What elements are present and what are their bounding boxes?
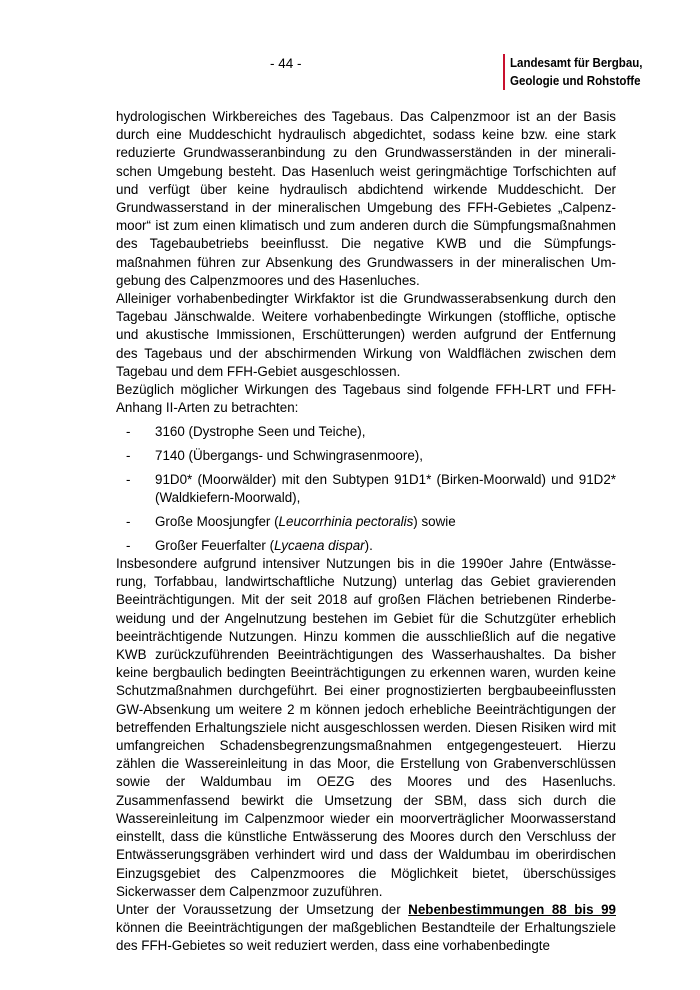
page-number: - 44 - <box>270 56 302 71</box>
species-suffix: ) sowie <box>413 514 456 530</box>
regulation-reference: Nebenbestimmungen 88 bis 99 <box>408 901 616 917</box>
latin-name: Leucorrhinia pectoralis <box>278 514 414 530</box>
species-name: Großer Feuerfalter ( <box>155 537 275 553</box>
agency-header <box>503 54 657 90</box>
paragraph-impact-factor: Alleiniger vorhabenbedingter Wirkfaktor ist die Grundwasserabsenkung durch den Tagebau Jänschwalde. Weitere vorhabenbedingte Wirkungen (stoffliche, optische und akustische Immissionen, Erschütterungen) werden aufgrund der Entfernung des Tagebaus und der abschirmenden Wirkung von Waldflächen zwischen dem Tagebau und dem FFH-Gebiet ausgeschlossen. <box>116 291 616 379</box>
species-suffix: ). <box>364 537 373 553</box>
agency-name-line-1: Landesamt für Bergbau, <box>510 55 643 70</box>
document-body <box>116 108 616 956</box>
list-item <box>116 513 616 531</box>
list-item: - 3160 (Dystrophe Seen und Teiche), <box>116 423 616 441</box>
latin-name: Lycaena dispar <box>274 537 365 553</box>
conclusion-text-start: Unter der Voraussetzung der Umsetzung der <box>116 901 409 917</box>
species-name: Große Moosjungfer ( <box>155 514 279 530</box>
list-item <box>116 537 616 555</box>
paragraph-hydrology: hydrologischen Wirkbereiches des Tagebaus. Das Calpenzmoor ist an der Basis durch eine Muddeschicht hydraulisch abgedichtet, sodass keine bzw. eine stark reduzierte Grundwasseranbindung zu den Grundwasserständen in der mineralischen Umgebung besteht. Das Hasenluch weist geringmächtige Torfschichten auf und verfügt über keine hydraulisch abdichtend wirkende Muddeschicht. Der Grundwasserstand in der mineralischen Umgebung des FFH-Gebietes „Calpenzmoor“ ist zum einen klimatisch und zum anderen durch die Sümpfungsmaßnahmen des Tagebaubetriebs beeinflusst. Die negative KWB und die Sümpfungsmaßnahmen führen zur Absenkung des Grundwassers in der mineralischen Umgebung des Calpenzmoores und des Hasenluches. <box>116 109 616 288</box>
list-item: - 91D0* (Moorwälder) mit den Subtypen 91D1* (Birken-Moorwald) und 91D2* (Waldkiefern-Moorwald), <box>116 471 616 507</box>
paragraph-impairments: Insbesondere aufgrund intensiver Nutzungen bis in die 1990er Jahre (Entwässerung, Torfabbau, landwirtschaftliche Nutzung) unterlag das Gebiet gravierenden Beeinträchtigungen. Mit der seit 2018 auf großen Flächen betriebenen Rinderbeweidung und der Angelnutzung bestehen im Gebiet für die Schutzgüter erheblich beeinträchtigende Nutzungen. Hinzu kommen die ausschließlich auf die negative KWB zurückzuführenden Beeinträchtigungen des Wasserhaushaltes. Da bisher keine bergbaulich bedingten Beeinträchtigungen zu erkennen waren, wurden keine Schutzmaßnahmen durchgeführt. Bei einer prognostizierten bergbaubeeinflussten GW-Absenkung um weitere 2 m können jedoch erhebliche Beeinträchtigungen der betreffenden Erhaltungsziele nicht ausgeschlossen werden. Diesen Risiken wird mit umfangreichen Schadensbegrenzungsmaßnahmen entgegengesteuert. Hierzu zählen die Wassereinleitung in das Moor, die Erstellung von Grabenverschlüssen sowie der Waldumbau im OEZG des Moores und des Hasenluchs. Zusammenfassend bewirkt die Umsetzung der SBM, dass sich durch die Wassereinleitung im Calpenzmoor wieder ein moorverträglicher Moorwasserstand einstellt, dass die künstliche Entwässerung des Moores durch den Verschluss der Entwässerungsgräben verhindert wird und dass der Waldumbau im oberirdischen Einzugsgebiet des Calpenzmoores die Möglichkeit bietet, überschüssiges Sickerwasser dem Calpenzmoor zuzuführen. <box>116 556 616 899</box>
species-list <box>116 423 616 555</box>
paragraph-conclusion <box>116 901 616 956</box>
paragraph-species-intro: Bezüglich möglicher Wirkungen des Tagebaus sind folgende FFH-LRT und FFH-Anhang II-Arten zu betrachten: <box>116 382 616 416</box>
agency-name-line-2: Geologie und Rohstoffe <box>510 73 641 88</box>
list-item: - 7140 (Übergangs- und Schwingrasenmoore), <box>116 447 616 465</box>
conclusion-text-end: können die Beeinträchtigungen der maßgeblichen Bestandteile der Erhaltungsziele des FFH-Gebietes so weit reduziert werden, dass eine vorhabenbedingte <box>116 920 616 954</box>
